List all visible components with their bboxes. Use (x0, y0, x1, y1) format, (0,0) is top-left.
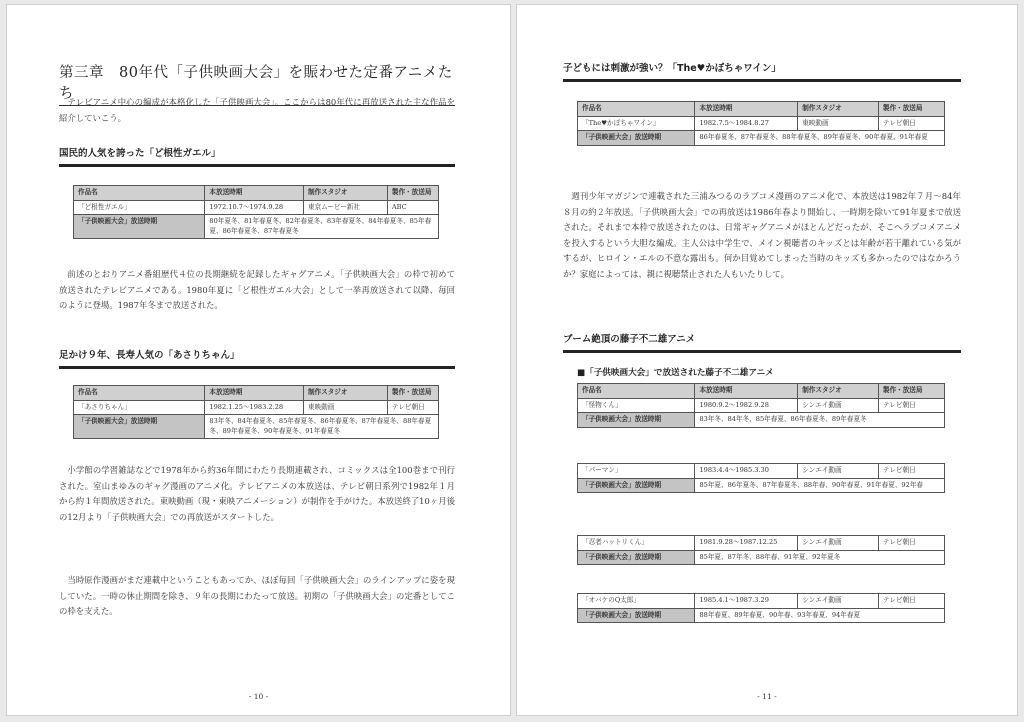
cell-title: 「The♥かぼちゃワイン」 (578, 116, 695, 131)
page-number: - 10 - (248, 692, 269, 701)
cell-station: ABC (387, 200, 438, 215)
cell-title: 「怪物くん」 (578, 398, 695, 413)
cell-studio: シンエイ動画 (798, 398, 879, 413)
fujiko-info-table (577, 383, 945, 428)
info-table-dokonjo (73, 185, 439, 239)
table-row (578, 116, 945, 131)
cell-period: 1981.9.28〜1987.12.25 (695, 536, 798, 551)
cell-festival-value: 85年夏、87年冬、88年春、91年夏、92年夏冬 (695, 550, 945, 565)
cell-station: テレビ朝日 (878, 116, 944, 131)
right-page (516, 4, 1018, 716)
table-row (74, 200, 439, 215)
intro-paragraph: テレビアニメ中心の編成が本格化した「子供映画大会」。ここからは80年代に再放送された主な作品を紹介していこう。 (59, 97, 455, 123)
fujiko-info-table (577, 463, 945, 493)
header-title: 作品名 (578, 384, 695, 399)
cell-title: 「あさりちゃん」 (74, 400, 205, 415)
table-row (578, 478, 945, 493)
cell-title: 「忍者ハットリくん」 (578, 536, 695, 551)
cell-station: テレビ朝日 (878, 464, 944, 479)
cell-studio: 東京ムービー新社 (303, 200, 387, 215)
cell-festival-label: 「子供映画大会」放送時期 (74, 215, 205, 239)
cell-title: 「パーマン」 (578, 464, 695, 479)
section-heading-kabocha: 子どもには刺激が強い？「The♥かぼちゃワイン」 (563, 60, 961, 82)
cell-festival-value: 80年夏冬、81年春夏冬、82年春夏冬、83年春夏冬、84年春夏冬、85年春夏、86年春夏冬、87年春夏冬 (205, 215, 439, 239)
header-station: 製作・放送局 (387, 386, 438, 401)
section-heading-fujiko: ブーム絶頂の藤子不二雄アニメ (563, 331, 961, 353)
chapter-title: 第三章 80年代「子供映画大会」を賑わせた定番アニメたち (59, 61, 455, 106)
table-row (578, 413, 945, 428)
table-row (578, 594, 945, 609)
table-row (578, 131, 945, 146)
cell-festival-value: 88年春夏、89年春夏、90年春、93年春夏、94年春夏 (695, 608, 945, 623)
cell-station: テレビ朝日 (878, 536, 944, 551)
cell-period: 1982.1.25〜1983.2.28 (205, 400, 304, 415)
header-studio: 制作スタジオ (303, 386, 387, 401)
table-row (578, 550, 945, 565)
header-studio: 制作スタジオ (303, 186, 387, 201)
cell-festival-value: 86年春夏冬、87年春夏冬、88年春夏冬、89年春夏冬、90年春夏、91年春夏 (695, 131, 945, 146)
header-period: 本放送時期 (695, 102, 798, 117)
cell-title: 「オバケのQ太郎」 (578, 594, 695, 609)
cell-festival-label: 「子供映画大会」放送時期 (578, 413, 695, 428)
cell-studio: シンエイ動画 (798, 536, 879, 551)
table-row (578, 608, 945, 623)
dokonjo-paragraph: 前述のとおりアニメ番組歴代４位の長期継続を記録したギャグアニメ。「子供映画大会」の枠で初めて放送されたテレビアニメである。1980年夏に「ど根性ガエル大会」として一挙再放送されて以降、毎回のように登場。1987年冬まで放送された。 (59, 269, 455, 310)
cell-festival-value: 85年夏、86年夏冬、87年春夏冬、88年春、90年春夏、91年春夏、92年春 (695, 478, 945, 493)
header-station: 製作・放送局 (387, 186, 438, 201)
cell-studio: シンエイ動画 (798, 594, 879, 609)
table-row (578, 464, 945, 479)
fujiko-subheading: ■「子供映画大会」で放送された藤子不二雄アニメ (577, 368, 774, 378)
cell-period: 1972.10.7〜1974.9.28 (205, 200, 304, 215)
asari-paragraph-2: 当時原作漫画がまだ連載中ということもあってか、ほぼ毎回「子供映画大会」のラインアップに姿を現していた。一時の休止期間を除き、９年の長期にわたって放送。初期の「子供映画大会」の定番としてこの枠を支えた。 (59, 575, 455, 616)
left-page (6, 4, 511, 716)
table-row (74, 215, 439, 239)
header-studio: 制作スタジオ (798, 384, 879, 399)
header-studio: 制作スタジオ (798, 102, 879, 117)
header-title: 作品名 (74, 386, 205, 401)
cell-festival-label: 「子供映画大会」放送時期 (74, 415, 205, 439)
header-period: 本放送時期 (205, 386, 304, 401)
table-row (74, 415, 439, 439)
cell-festival-value: 83年冬、84年春夏冬、85年春夏冬、86年春夏冬、87年春夏冬、88年春夏冬、89年春夏冬、90年春夏冬、91年春夏冬 (205, 415, 439, 439)
header-title: 作品名 (74, 186, 205, 201)
kabocha-paragraph: 週刊少年マガジンで連載された三浦みつるのラブコメ漫画のアニメ化で、本放送は1982年７月〜84年８月の約２年放送。「子供映画大会」での再放送は1986年春より開始し、一時期を除いて91年夏まで放送された。それまで本枠で放送されたのは、日常ギャグアニメがほとんどだったが、そこへラブコメアニメを投入するという大胆な編成。主人公は中学生で、メイン視聴者のキッズとは年齢が若干離れている気がするが、ヒロイン・エルの不意な露出も。何か目覚めてしまった当時のキッズも多かったのではなかろうか？家庭によっては、親に視聴禁止された人もいたりして。 (563, 191, 961, 279)
cell-period: 1982.7.5〜1984.8.27 (695, 116, 798, 131)
page-number: - 11 - (757, 692, 777, 701)
cell-festival-label: 「子供映画大会」放送時期 (578, 131, 695, 146)
header-title: 作品名 (578, 102, 695, 117)
cell-station: テレビ朝日 (878, 594, 944, 609)
section-heading-asari: 足かけ９年、長寿人気の「あさりちゃん」 (59, 347, 455, 369)
cell-station: テレビ朝日 (878, 398, 944, 413)
cell-festival-label: 「子供映画大会」放送時期 (578, 550, 695, 565)
fujiko-info-table (577, 593, 945, 623)
info-table-asari (73, 385, 439, 439)
table-row (578, 398, 945, 413)
cell-festival-value: 83年冬、84年冬、85年春夏、86年春夏冬、89年春夏冬 (695, 413, 945, 428)
cell-festival-label: 「子供映画大会」放送時期 (578, 478, 695, 493)
table-row (578, 536, 945, 551)
header-station: 製作・放送局 (878, 102, 944, 117)
cell-title: 「ど根性ガエル」 (74, 200, 205, 215)
header-period: 本放送時期 (695, 384, 798, 399)
info-table-kabocha (577, 101, 945, 146)
table-header-row (74, 386, 439, 401)
header-period: 本放送時期 (205, 186, 304, 201)
table-header-row (578, 384, 945, 399)
cell-studio: シンエイ動画 (798, 464, 879, 479)
cell-studio: 東映動画 (303, 400, 387, 415)
asari-paragraph-1: 小学館の学習雑誌などで1978年から約36年間にわたり長期連載され、コミックスは全100巻まで刊行された。室山まゆみのギャグ漫画のアニメ化。テレビアニメの本放送は、テレビ朝日系列で1982年１月から約１年間放送された。東映動画（現・東映アニメーション）が制作を手がけた。本放送終了10ヶ月後の12月より「子供映画大会」での再放送がスタートした。 (59, 465, 455, 522)
cell-festival-label: 「子供映画大会」放送時期 (578, 608, 695, 623)
header-station: 製作・放送局 (878, 384, 944, 399)
cell-period: 1985.4.1〜1987.3.29 (695, 594, 798, 609)
table-header-row (578, 102, 945, 117)
section-heading-dokonjo: 国民的人気を誇った「ど根性ガエル」 (59, 145, 455, 167)
table-row (74, 400, 439, 415)
fujiko-info-table (577, 535, 945, 565)
table-header-row (74, 186, 439, 201)
cell-period: 1980.9.2〜1982.9.28 (695, 398, 798, 413)
cell-period: 1983.4.4〜1985.3.30 (695, 464, 798, 479)
cell-station: テレビ朝日 (387, 400, 438, 415)
cell-studio: 東映動画 (798, 116, 879, 131)
